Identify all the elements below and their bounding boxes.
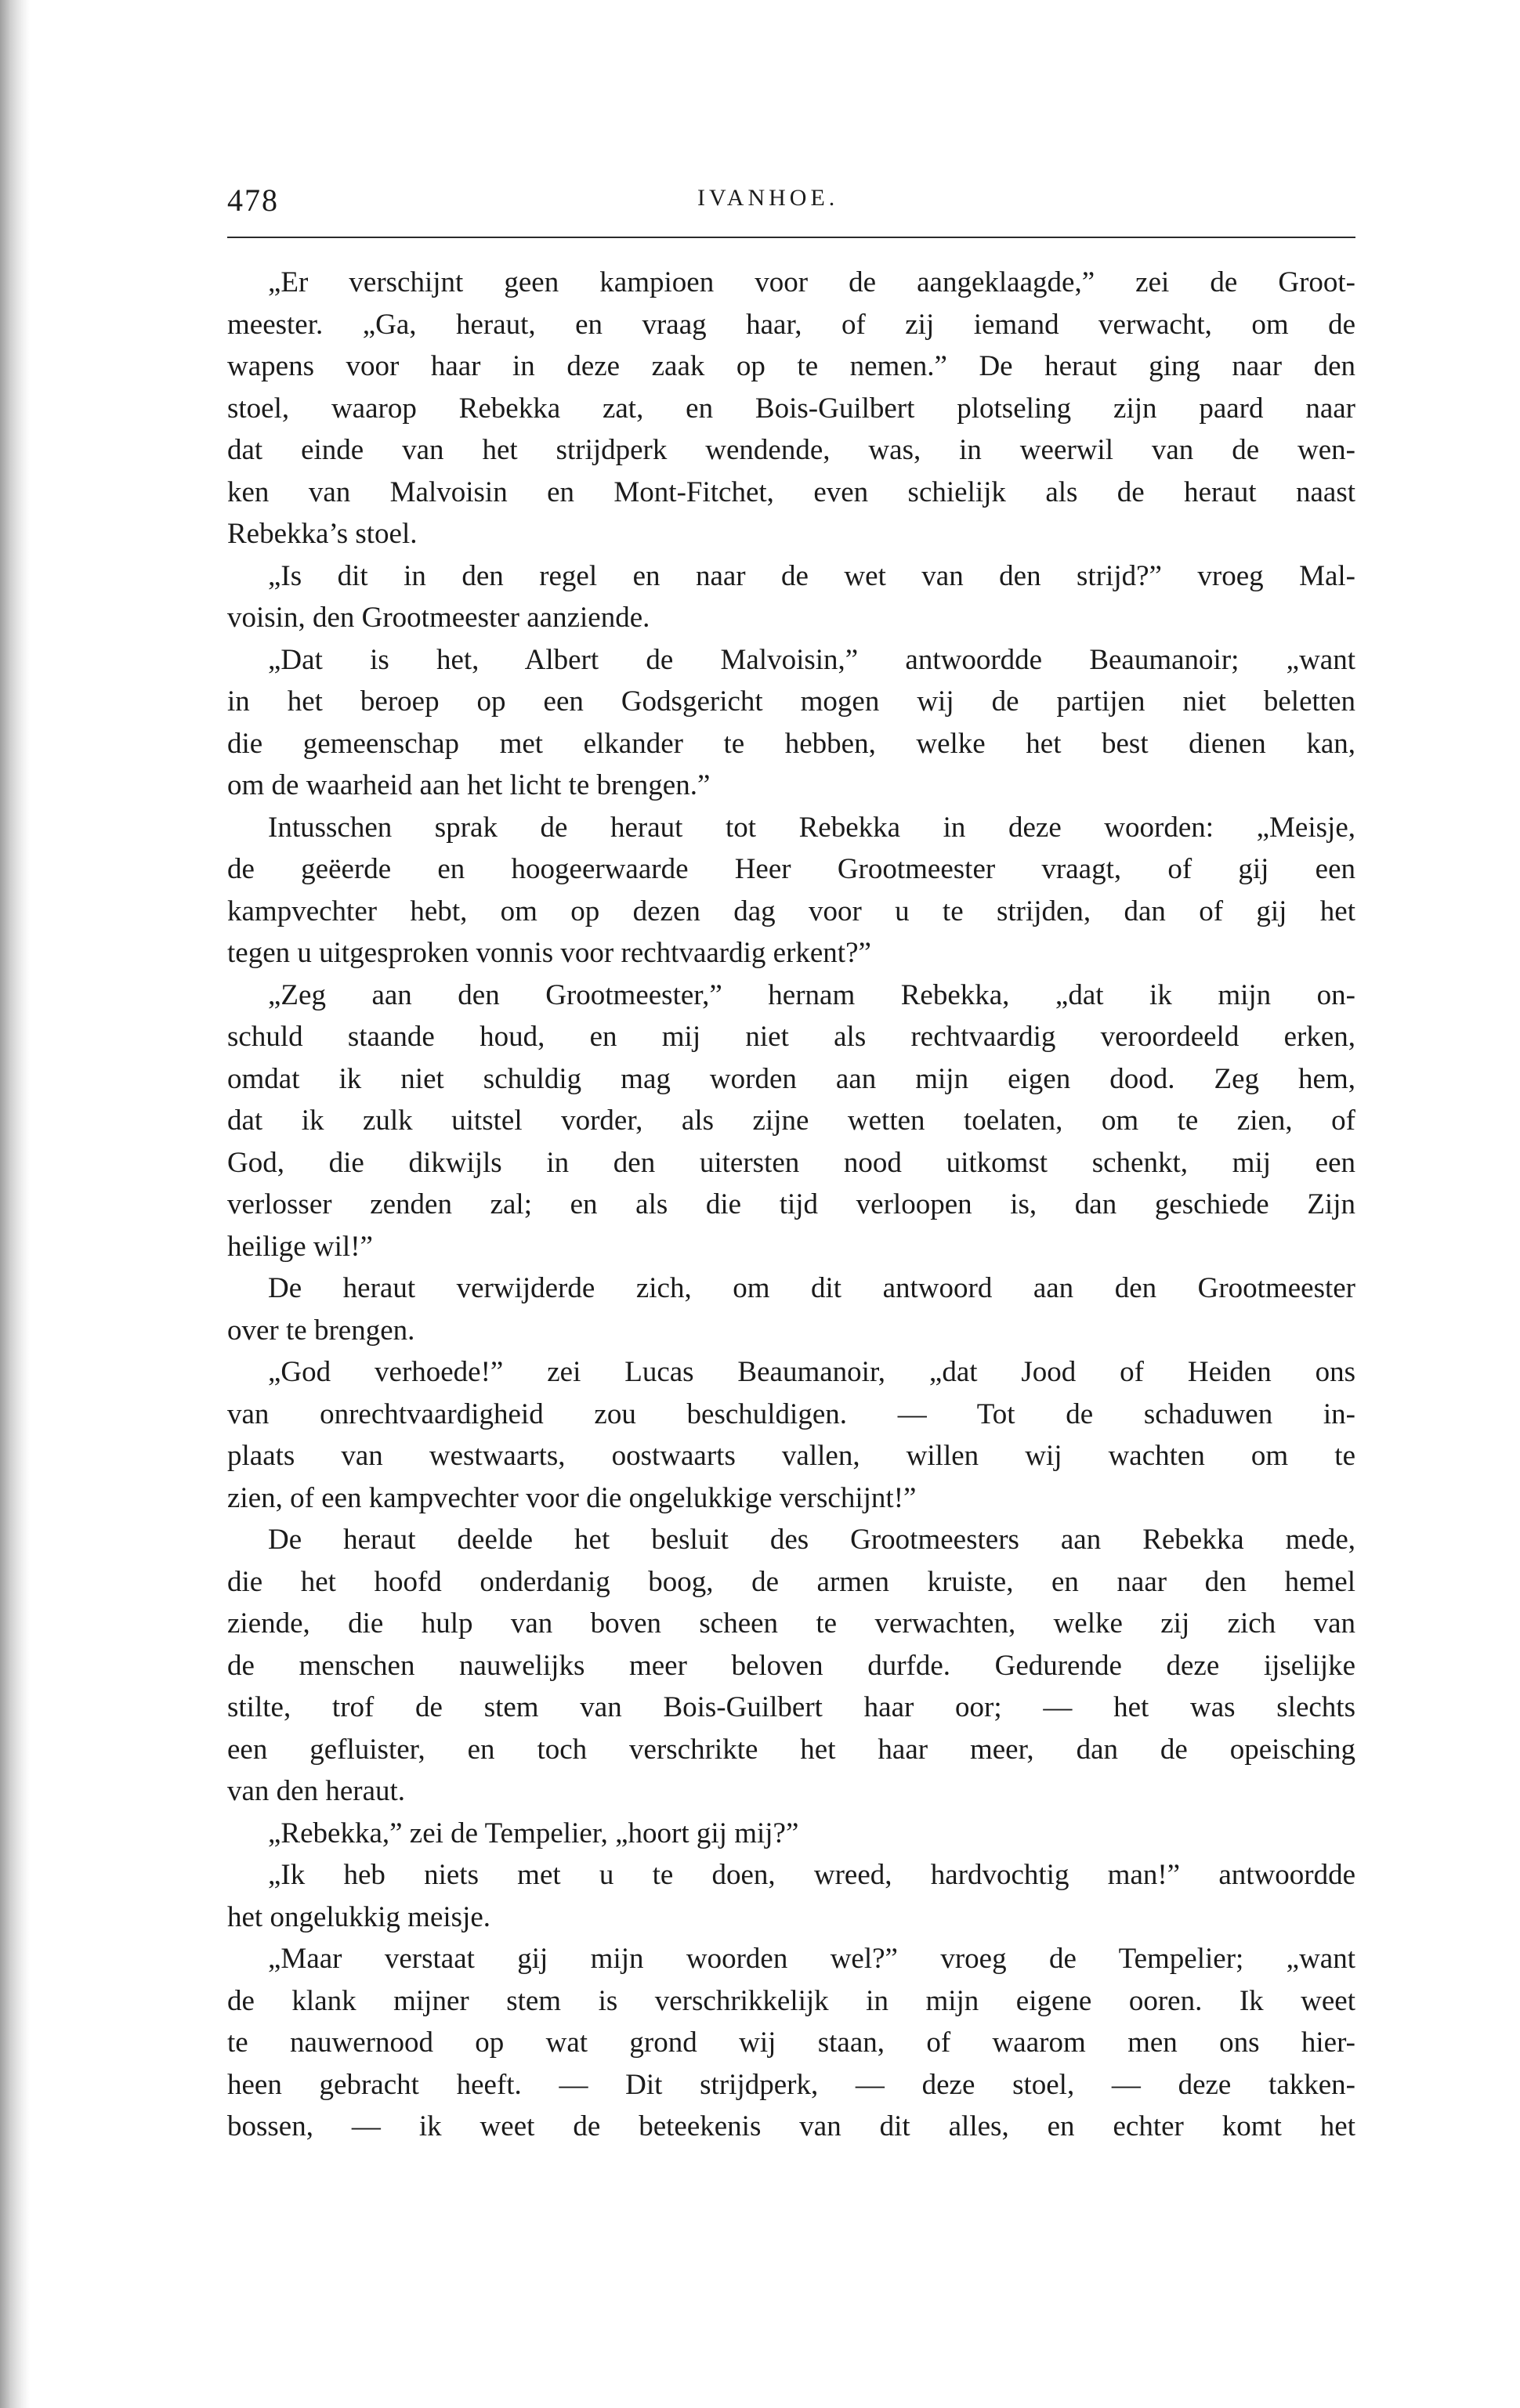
text-line: van den heraut. bbox=[227, 1775, 406, 1807]
text-line: heen gebracht heeft. — Dit strijdperk, — deze stoel, — deze takken- bbox=[227, 2068, 1355, 2101]
text-line: „Dat is het, Albert de Malvoisin,” antwoordde Beaumanoir; „want bbox=[268, 643, 1355, 676]
text-line: heilige wil!” bbox=[227, 1230, 373, 1263]
text-line: schuld staande houd, en mij niet als rechtvaardig veroordeeld erken, bbox=[227, 1021, 1355, 1053]
text-line: zien, of een kampvechter voor die ongelukkige verschijnt!” bbox=[227, 1481, 917, 1514]
text-line: Rebekka’s stoel. bbox=[227, 518, 418, 550]
text-line: dat einde van het strijdperk wendende, was, in weerwil van de wen- bbox=[227, 434, 1355, 466]
text-line: plaats van westwaarts, oostwaarts vallen, willen wij wachten om te bbox=[227, 1440, 1355, 1472]
body-text bbox=[227, 262, 1355, 2148]
text-line: tegen u uitgesproken vonnis voor rechtvaardig erkent?” bbox=[227, 937, 871, 969]
scan-edge-shadow bbox=[0, 0, 30, 2408]
book-page bbox=[227, 182, 1355, 2142]
text-line: kampvechter hebt, om op dezen dag voor u te strijden, dan of gij het bbox=[227, 895, 1355, 927]
text-line: die gemeenschap met elkander te hebben, welke het best dienen kan, bbox=[227, 727, 1355, 760]
text-line: verlosser zenden zal; en als die tijd verloopen is, dan geschiede Zijn bbox=[227, 1188, 1355, 1220]
text-line: de geëerde en hoogeerwaarde Heer Grootmeester vraagt, of gij een bbox=[227, 853, 1355, 885]
text-line: „Zeg aan den Grootmeester,” hernam Rebekka, „dat ik mijn on- bbox=[268, 978, 1355, 1011]
text-line: stilte, trof de stem van Bois-Guilbert haar oor; — het was slechts bbox=[227, 1691, 1355, 1723]
text-line: een gefluister, en toch verschrikte het haar meer, dan de opeisching bbox=[227, 1733, 1355, 1766]
text-line: dat ik zulk uitstel vorder, als zijne wetten toelaten, om te zien, of bbox=[227, 1105, 1355, 1137]
text-line: te nauwernood op wat grond wij staan, of waarom men ons hier- bbox=[227, 2027, 1355, 2059]
text-line: „Is dit in den regel en naar de wet van den strijd?” vroeg Mal- bbox=[268, 559, 1355, 592]
text-line: omdat ik niet schuldig mag worden aan mijn eigen dood. Zeg hem, bbox=[227, 1062, 1355, 1095]
text-line: Intusschen sprak de heraut tot Rebekka in deze woorden: „Meisje, bbox=[268, 811, 1355, 844]
running-title: IVANHOE. bbox=[697, 185, 839, 211]
text-line: „God verhoede!” zei Lucas Beaumanoir, „dat Jood of Heiden ons bbox=[268, 1356, 1355, 1388]
text-line: het ongelukkig meisje. bbox=[227, 1900, 491, 1933]
text-line: bossen, — ik weet de beteekenis van dit alles, en echter komt het bbox=[227, 2110, 1355, 2142]
text-line: stoel, waarop Rebekka zat, en Bois-Guilbert plotseling zijn paard naar bbox=[227, 392, 1355, 425]
text-line: „Ik heb niets met u te doen, wreed, hardvochtig man!” antwoordde bbox=[268, 1859, 1355, 1891]
page-number: 478 bbox=[227, 183, 279, 218]
text-line: die het hoofd onderdanig boog, de armen kruiste, en naar den hemel bbox=[227, 1565, 1355, 1598]
text-line: om de waarheid aan het licht te brengen.” bbox=[227, 769, 711, 801]
text-line: „Rebekka,” zei de Tempelier, „hoort gij mij?” bbox=[268, 1817, 799, 1849]
text-line: over te brengen. bbox=[227, 1314, 415, 1347]
text-line: de menschen nauwelijks meer beloven durfde. Gedurende deze ijselijke bbox=[227, 1649, 1355, 1682]
text-line: De heraut deelde het besluit des Grootmeesters aan Rebekka mede, bbox=[268, 1524, 1355, 1556]
text-line: in het beroep op een Godsgericht mogen wij de partijen niet beletten bbox=[227, 685, 1355, 718]
text-line: meester. „Ga, heraut, en vraag haar, of zij iemand verwacht, om de bbox=[227, 308, 1355, 341]
text-line: de klank mijner stem is verschrikkelijk in mijn eigene ooren. Ik weet bbox=[227, 1984, 1355, 2017]
header-rule bbox=[227, 237, 1355, 238]
text-line: ken van Malvoisin en Mont-Fitchet, even schielijk als de heraut naast bbox=[227, 475, 1355, 508]
text-line: voisin, den Grootmeester aanziende. bbox=[227, 602, 650, 634]
page-header bbox=[227, 182, 1355, 229]
text-line: van onrechtvaardigheid zou beschuldigen. — Tot de schaduwen in- bbox=[227, 1397, 1355, 1430]
text-line: „Maar verstaat gij mijn woorden wel?” vroeg de Tempelier; „want bbox=[268, 1943, 1355, 1975]
text-line: ziende, die hulp van boven scheen te verwachten, welke zij zich van bbox=[227, 1607, 1355, 1640]
text-line: De heraut verwijderde zich, om dit antwoord aan den Grootmeester bbox=[268, 1272, 1355, 1304]
text-line: „Er verschijnt geen kampioen voor de aangeklaagde,” zei de Groot- bbox=[268, 266, 1355, 298]
text-line: God, die dikwijls in den uitersten nood uitkomst schenkt, mij een bbox=[227, 1146, 1355, 1179]
text-line: wapens voor haar in deze zaak op te nemen.” De heraut ging naar den bbox=[227, 350, 1355, 382]
